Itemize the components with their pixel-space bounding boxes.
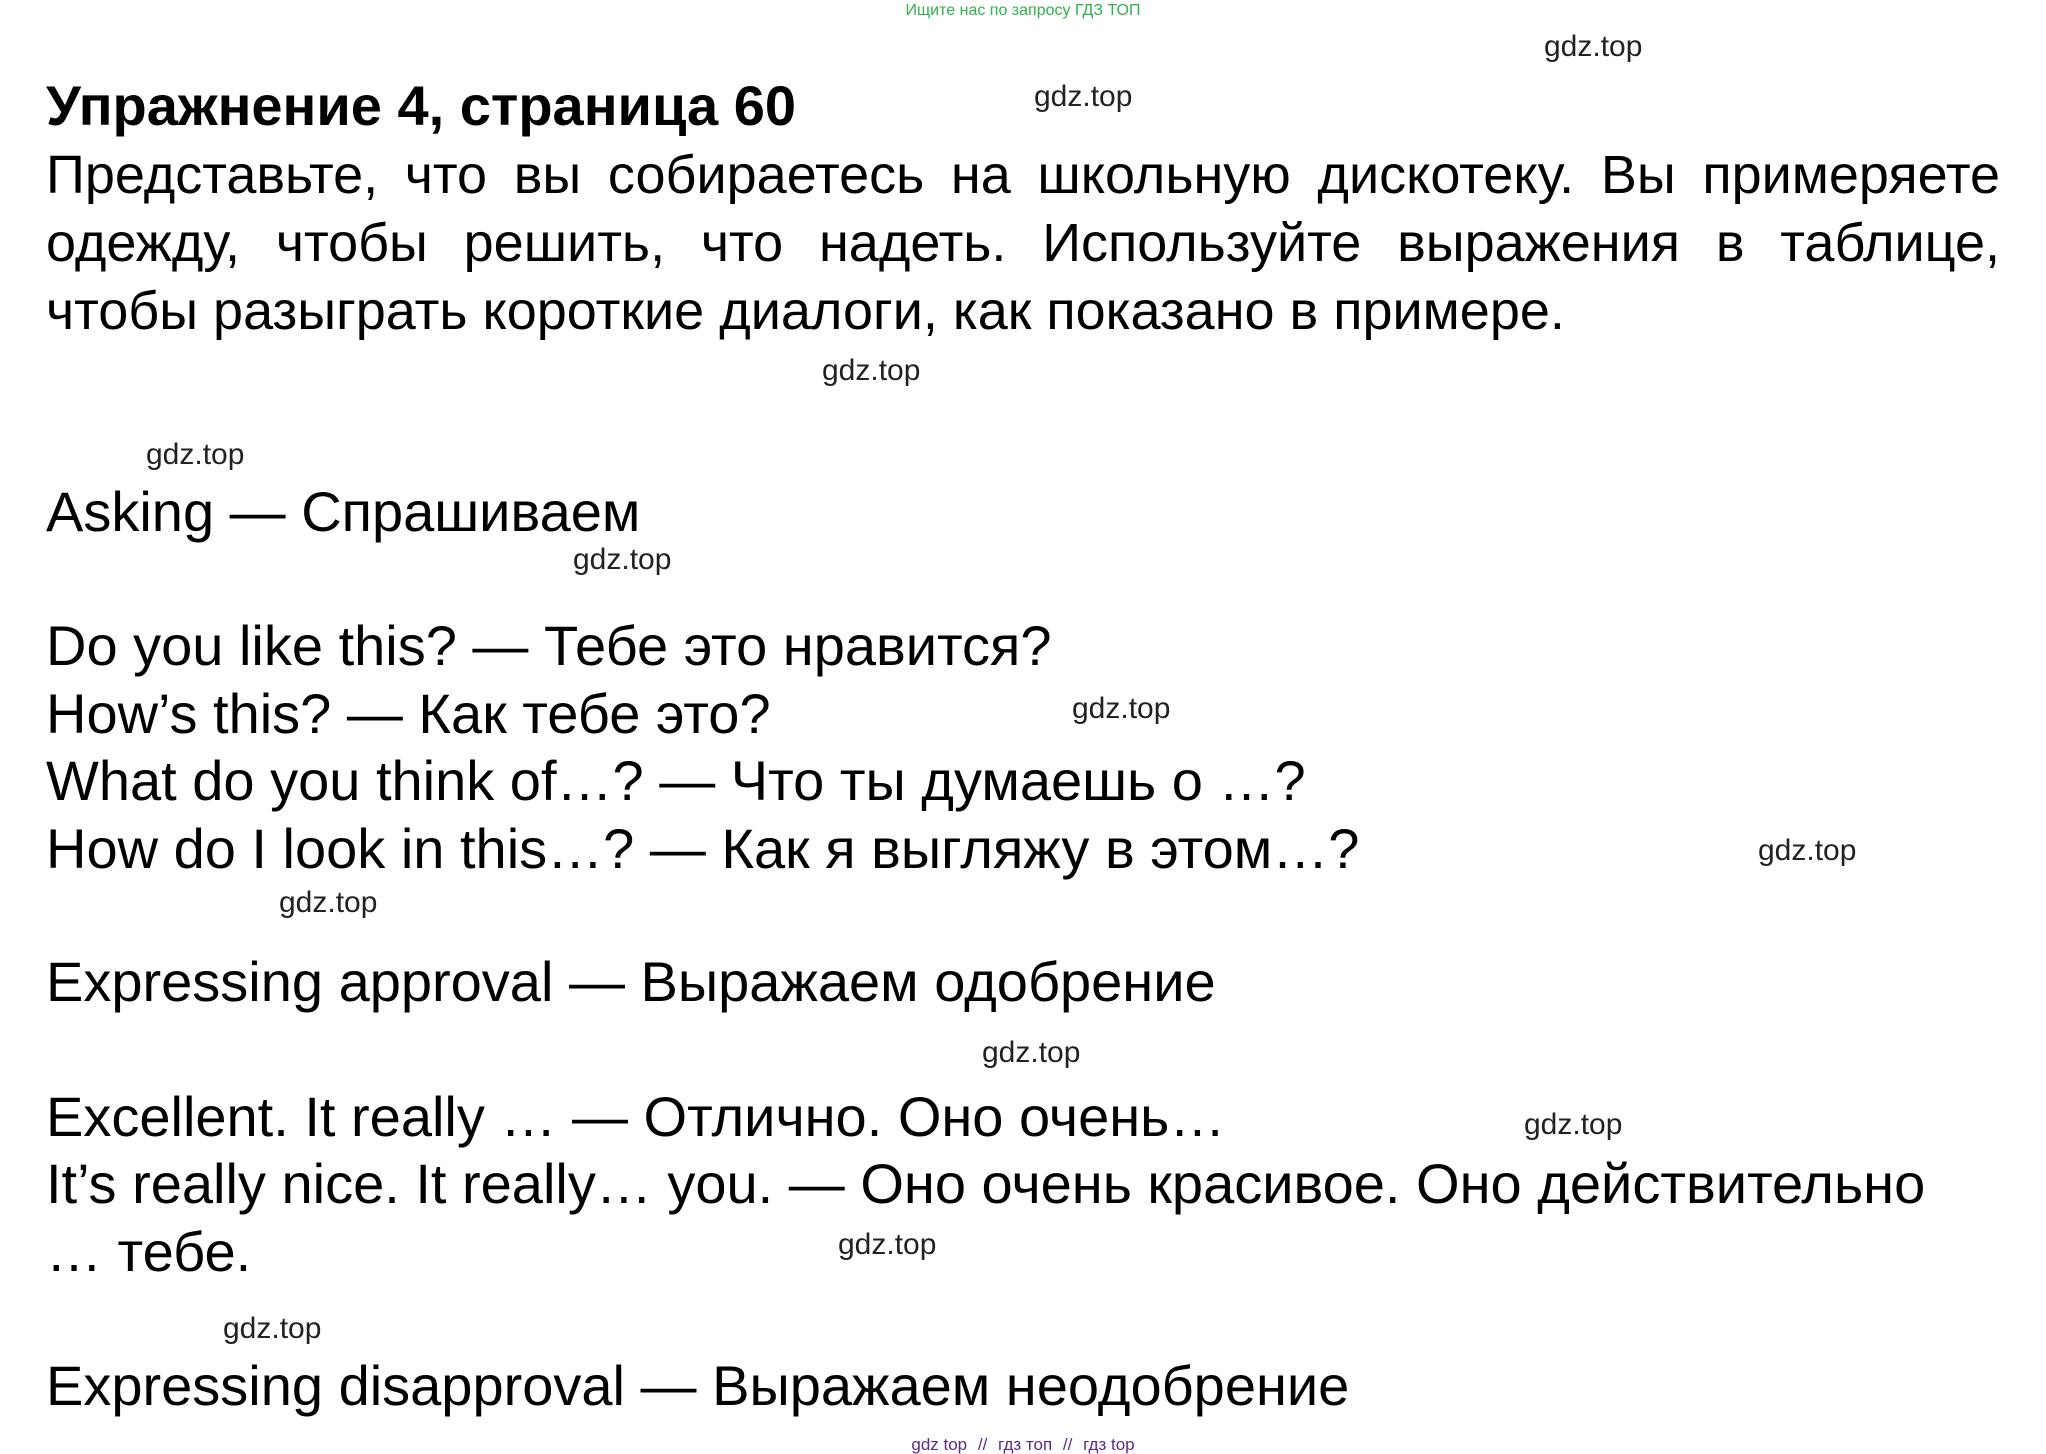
watermark: gdz.top: [1544, 30, 1643, 63]
phrase-line: Excellent. It really … — Отлично. Оно очень…: [46, 1085, 1226, 1148]
footer-link[interactable]: гдз top: [1083, 1435, 1135, 1454]
watermark: gdz.top: [822, 354, 921, 387]
watermark: gdz.top: [146, 438, 245, 471]
exercise-title: Упражнение 4, страница 60: [46, 74, 797, 137]
watermark: gdz.top: [223, 1312, 322, 1345]
footer-separator: //: [977, 1435, 988, 1454]
phrase-line: What do you think of…? — Что ты думаешь о …?: [46, 749, 1306, 812]
watermark: gdz.top: [982, 1036, 1081, 1069]
section-heading-disapproval: Expressing disapproval — Выражаем неодобрение: [46, 1354, 1350, 1417]
section-heading-asking: Asking — Спрашиваем: [46, 480, 641, 543]
phrase-line: It’s really nice. It really… you. — Оно очень красивое. Оно действительно: [46, 1152, 1926, 1215]
phrase-line: … тебе.: [46, 1220, 252, 1283]
footer-separator: //: [1062, 1435, 1073, 1454]
section-heading-approval: Expressing approval — Выражаем одобрение: [46, 950, 1216, 1013]
watermark: gdz.top: [1758, 834, 1857, 867]
phrase-line: Do you like this? — Тебе это нравится?: [46, 614, 1052, 677]
watermark: gdz.top: [1072, 692, 1171, 725]
phrase-line: How’s this? — Как тебе это?: [46, 682, 771, 745]
top-banner: Ищите нас по запросу ГДЗ ТОП: [905, 2, 1141, 19]
footer-links: [0, 1436, 2046, 1453]
watermark: gdz.top: [838, 1228, 937, 1261]
phrase-line: How do I look in this…? — Как я выгляжу в этом…?: [46, 817, 1360, 880]
exercise-instructions: Представьте, что вы собираетесь на школьную дискотеку. Вы примеряете одежду, чтобы решить, что надеть. Используйте выражения в таблице, чтобы разыграть короткие диалоги, как показано в примере.: [46, 145, 2000, 341]
footer-link[interactable]: гдз топ: [998, 1435, 1053, 1454]
watermark: gdz.top: [1034, 80, 1133, 113]
footer-link[interactable]: gdz top: [911, 1435, 968, 1454]
watermark: gdz.top: [1524, 1108, 1623, 1141]
watermark: gdz.top: [279, 886, 378, 919]
watermark: gdz.top: [573, 543, 672, 576]
